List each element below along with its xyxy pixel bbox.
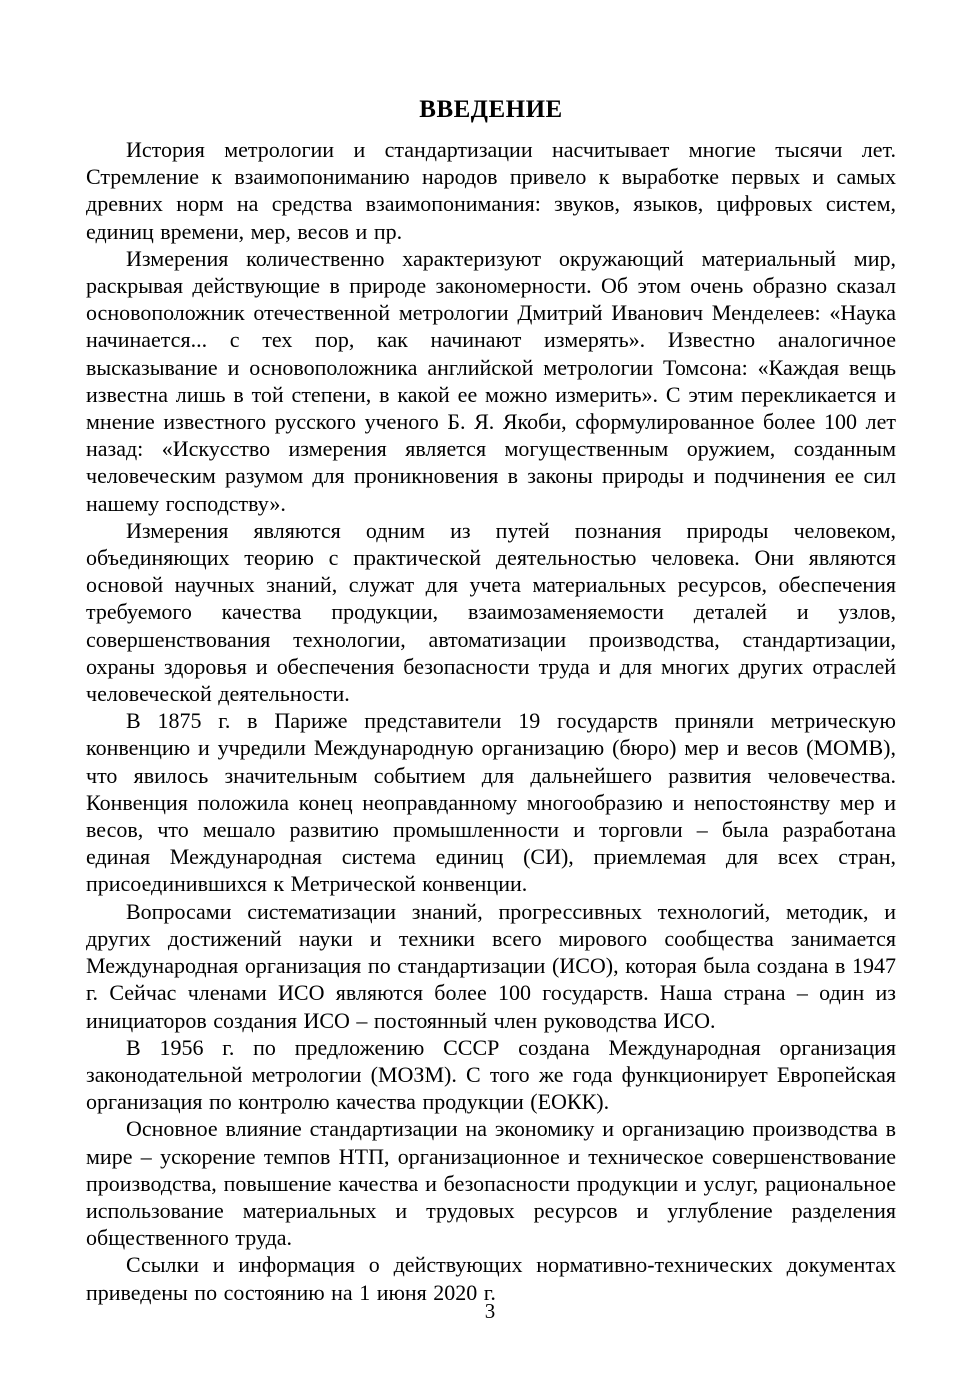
paragraph-6: В 1956 г. по предложению СССР создана Международная организация законодательной метрологии (МОЗМ). С того же года функционирует Европейская организация по контролю качества продукции (ЕОКК).	[86, 1034, 896, 1115]
paragraph-5: Вопросами систематизации знаний, прогрессивных технологий, методик, и других достижений науки и техники всего мирового сообщества занимается Международная организация по стандартизации (ИСО), которая была создана в 1947 г. Сейчас членами ИСО являются более 100 государств. Наша страна – один из инициаторов создания ИСО – постоянный член руководства ИСО.	[86, 898, 896, 1033]
paragraph-4: В 1875 г. в Париже представители 19 государств приняли метрическую конвенцию и учредили Международную организацию (бюро) мер и весов (МОМВ), что явилось значительным событием для дальнейшего развития человечества. Конвенция положила конец неоправданному многообразию и непостоянству мер и весов, что мешало развитию промышленности и торговли – была разработана единая Международная система единиц (СИ), приемлемая для всех стран, присоединившихся к Метрической конвенции.	[86, 708, 896, 897]
paragraph-8: Ссылки и информация о действующих нормативно-технических документах приведены по состоянию на 1 июня 2020 г.	[86, 1252, 896, 1305]
paragraph-2: Измерения количественно характеризуют окружающий материальный мир, раскрывая действующие в природе закономерности. Об этом очень образно сказал основоположник отечественной метрологии Дмитрий Иванович Менделеев: «Наука начинается... с тех пор, как начинают измерять». Известно аналогичное высказывание и основоположника английской метрологии Томсона: «Каждая вещь известна лишь в той степени, в какой ее можно измерить». С этим перекликается и мнение известного русского ученого Б. Я. Якоби, сформулированное более 100 лет назад: «Искусство измерения является могущественным оружием, созданным человеческим разумом для проникновения в законы природы и подчинения ее сил нашему господству».	[86, 245, 896, 516]
paragraph-3: Измерения являются одним из путей познания природы человеком, объединяющих теорию с практической деятельностью человека. Они являются основой научных знаний, служат для учета материальных ресурсов, обеспечения требуемого качества продукции, взаимозаменяемости деталей и узлов, совершенствования технологии, автоматизации производства, стандартизации, охраны здоровья и обеспечения безопасности труда и для многих других отраслей человеческой деятельности.	[86, 517, 896, 707]
paragraph-1: История метрологии и стандартизации насчитывает многие тысячи лет. Стремление к взаимопониманию народов привело к выработке первых и самых древних норм на средства взаимопонимания: звуков, языков, цифровых систем, единиц времени, мер, весов и пр.	[86, 137, 896, 244]
paragraph-7: Основное влияние стандартизации на экономику и организацию производства в мире – ускорение темпов НТП, организационное и техническое совершенствование производства, повышение качества и безопасности продукции и услуг, рациональное использование материальных и трудовых ресурсов и углубление разделения общественного труда.	[86, 1116, 896, 1251]
page-number: 3	[484, 1299, 496, 1323]
body-text	[86, 136, 896, 1306]
page-title: ВВЕДЕНИЕ	[419, 96, 563, 123]
